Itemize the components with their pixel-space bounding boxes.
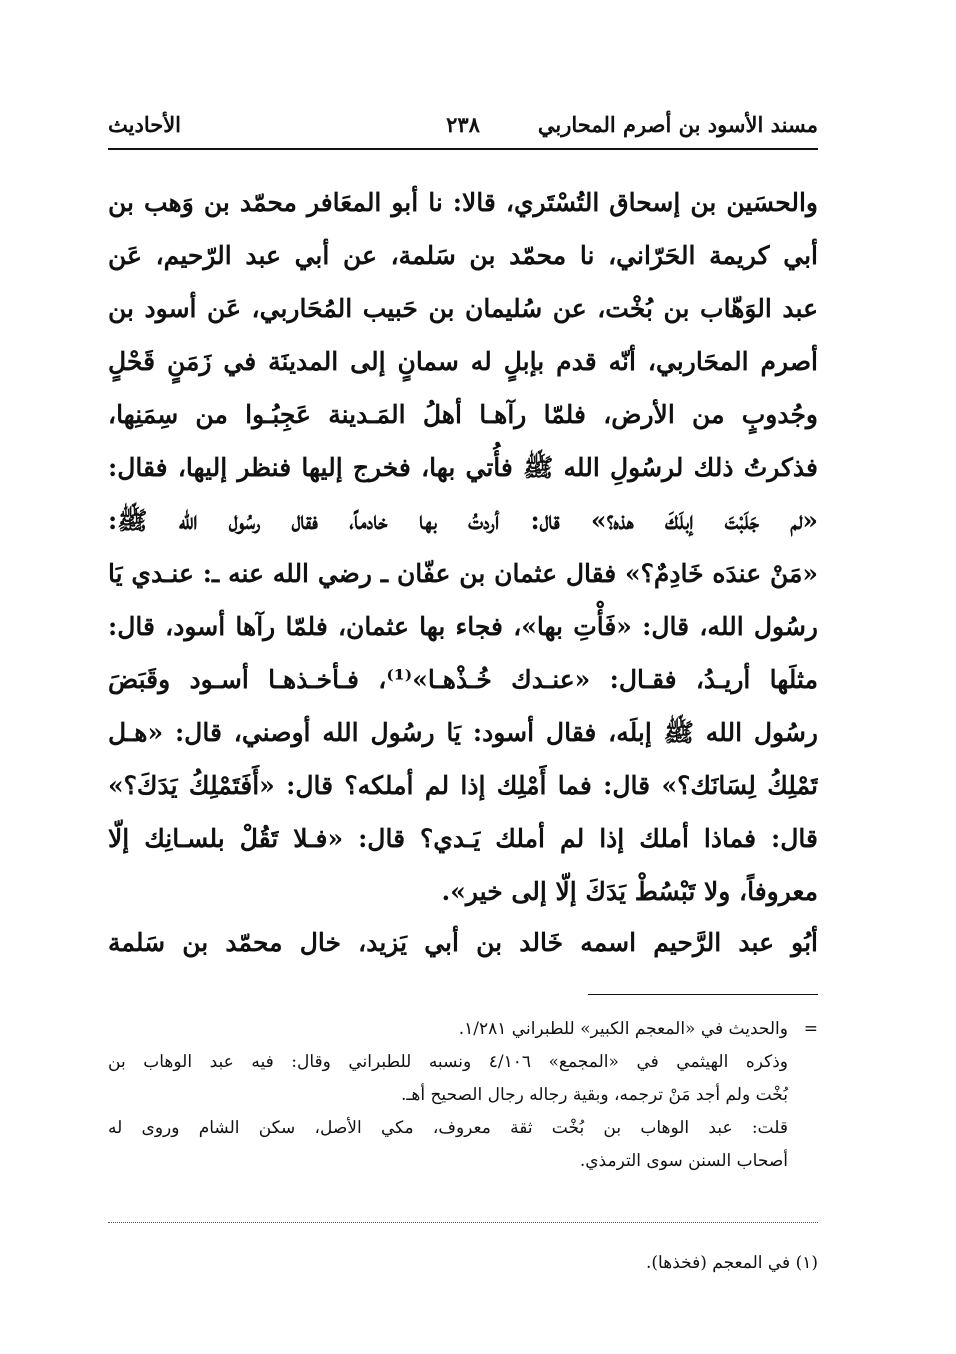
text-line: «مَنْ عندَه خَادِمٌ؟» فقال عثمان بن عفّان ـ رضي الله عنه ـ: عنـدي يَا [108,559,818,588]
text-line: عبد الوَهّاب بن بُخْت، عن سُليمان بن حَبيب المُحَاربي، عَن أسود بن [108,294,818,323]
main-text [108,176,818,918]
footnote-1: (١) في المعجم (فخذها). [646,1253,818,1273]
text-line: فذكرتُ ذلك لرسُولِ الله ﷺ فأُتي بها، فخرج إليها فنظر إليها، فقال: [108,453,818,482]
text-line: وجُدوبٍ من الأرض، فلمّا رآهـا أهلُ المَـدينة عَجِبُـوا من سِمَنِها، [108,400,818,429]
footnote-text: والحديث في «المعجم الكبير» للطبراني ١/٢٨١. [458,1019,788,1039]
text-line: رسُول الله ﷺ إبلَه، فقال أسود: يَا رسُول الله أوصني، قال: «هـل [108,718,818,747]
footnote-line: قلت: عبد الوهاب بن بُخْت ثقة معروف، مكي الأصل، سكن الشام وروى له [108,1118,788,1138]
footnote-line: بُخْت ولم أجد مَنْ ترجمه، وبقية رجاله رجال الصحيح أهـ. [400,1085,788,1105]
text-line: «لم جَلَبْتَ إبلَكَ هذه؟» قال: أردتُ بها خادماً، فقال رسُول الله ﷺ: [108,506,818,535]
carryover-footnote [108,1013,818,1178]
text-line: أبي كريمة الحَرّاني، نا محمّد بن سَلمة، عن أبي عبد الرّحيم، عَن [108,241,818,270]
footnote-separator [588,994,818,995]
section-label: الأحاديث [108,112,182,137]
running-title: مسند الأسود بن أصرم المحاربي [537,112,818,137]
running-header [108,112,818,152]
text-line: معروفاً، ولا تَبْسُطْ يَدَكَ إلّا إلى خير». [441,877,818,906]
next-paragraph [108,916,818,969]
text-line: رسُول الله، قال: «فَأْتِ بها»، فجاء بها عثمان، فلمّا رآها أسود، قال: [108,612,818,641]
text-line: أصرم المحَاربي، أنّه قدم بإبلٍ له سمانٍ إلى المدينَة في زَمَنٍ قَحْلٍ [108,347,818,376]
continuation-mark: = [803,1019,818,1039]
footnote-line [108,1013,818,1046]
page-number: ٢٣٨ [446,112,480,137]
footnote-line: أصحاب السنن سوى الترمذي. [579,1151,788,1171]
text-line: والحسَين بن إسحاق التُسْتَري، قالا: نا أبو المعَافر محمّد بن وَهب بن [108,188,818,217]
dotted-separator [108,1222,818,1223]
text-line: قال: فماذا أملك إذا لم أملك يَـدي؟ قال: «فـلا تَقُلْ بلسـانِك إلّا [108,824,818,853]
text-line: تَمْلِكُ لِسَانَك؟» قال: فما أَمْلِك إذا لم أملكه؟ قال: «أَفَتَمْلِكُ يَدَكَ؟» [108,771,818,800]
text-line: أبُو عبد الرَّحيم اسمه خَالد بن أبي يَزيد، خال محمّد بن سَلمة [108,928,818,957]
footnote-line: وذكره الهيثمي في «المجمع» ٤/١٠٦ ونسبه للطبراني وقال: فيه عبد الوهاب بن [108,1052,788,1072]
header-rule [108,148,818,150]
text-line: مثلَها أريـدُ، فقـال: «عنـدك خُـذْهـا»⁽¹⁾، فـأخـذهـا أسـود وقَبَضَ [108,665,818,694]
